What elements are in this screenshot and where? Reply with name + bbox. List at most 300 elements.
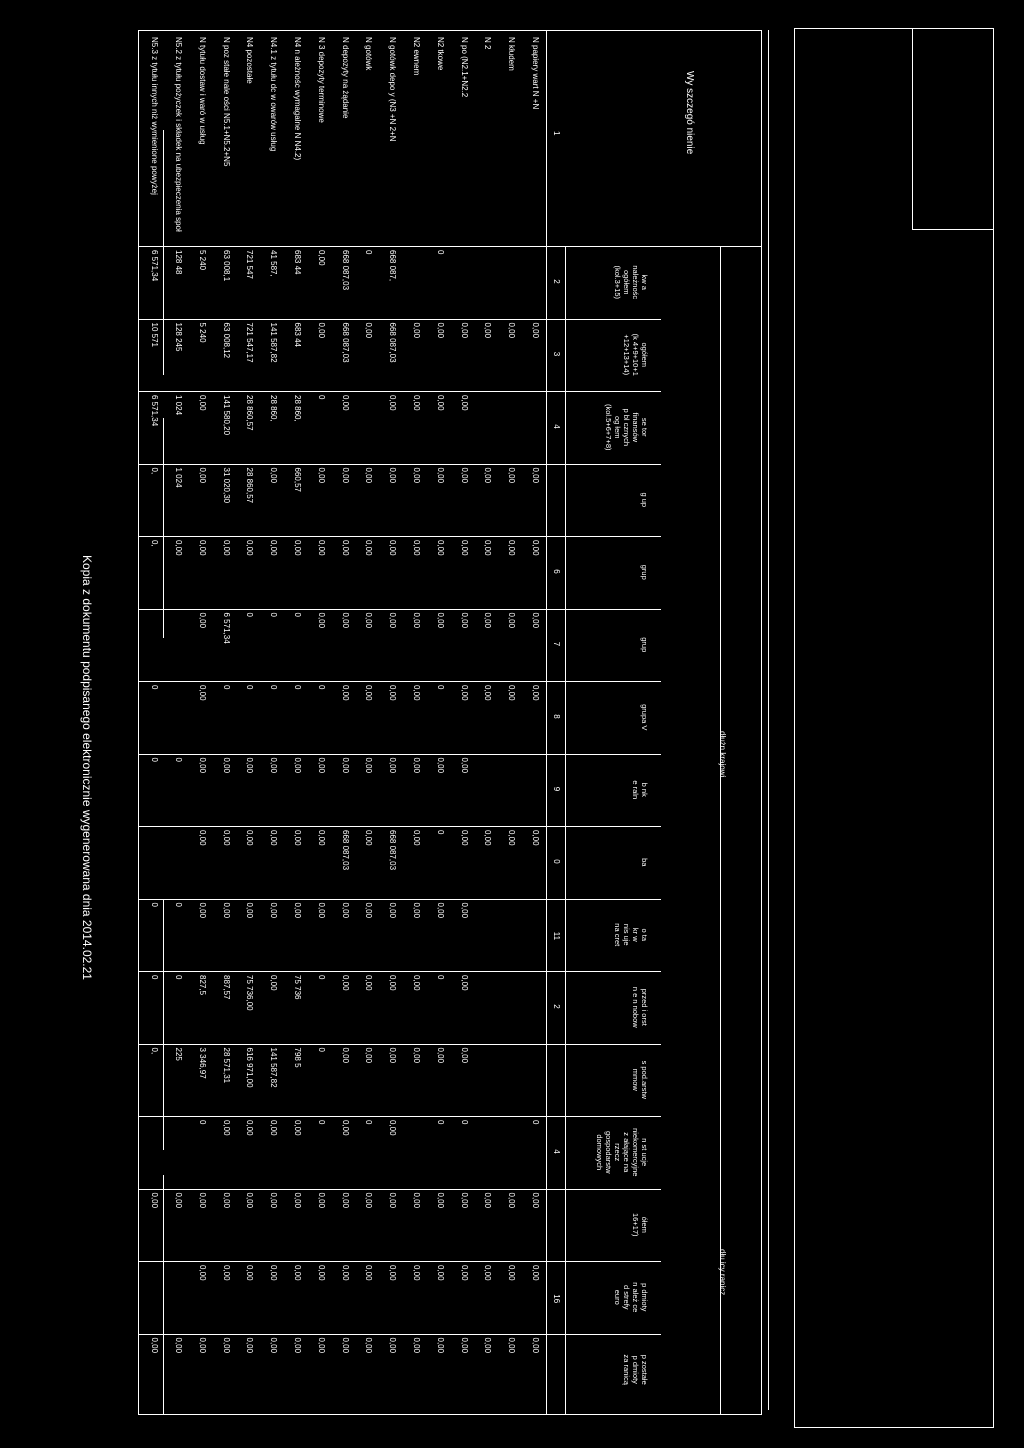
column-number: 8 [552,714,561,719]
table-cell: 0,00 [388,1120,398,1136]
table-cell: 0,00 [507,685,517,701]
column-number: 16 [552,1294,561,1304]
table-cell: 0,00 [245,757,255,774]
table-cell: 0,00 [507,467,517,484]
table-cell: 141 587,82 [269,1047,279,1088]
table-cell: 0,00 [197,902,207,919]
table-cell: 0,00 [364,612,374,629]
table-cell: 0,00 [412,467,421,484]
table-cell: 28 860,57 [245,395,255,431]
table-cell: 887,57 [221,975,231,1000]
table-cell: 0,00 [340,975,350,991]
column-header: o ta kr w nis uje na cret [613,923,649,947]
table-cell: 0,00 [316,1337,326,1354]
table-cell: 0,00 [388,1265,398,1281]
table-cell: 75 736,00 [245,975,255,1011]
table-cell: 0,00 [507,322,517,339]
table-cell: 0,00 [197,685,207,701]
separator-line [768,30,769,1410]
column-header: s pod.arstw mmow [631,1060,649,1099]
column-number: 4 [552,424,561,429]
table-cell: 0,00 [221,540,231,556]
table-cell: 0,00 [507,1192,517,1209]
dash-line [163,900,164,1150]
table-cell: 0,00 [269,1337,279,1354]
column-number: 1 [552,131,561,136]
table-cell: 0,00 [197,612,207,629]
table-cell: 0,00 [221,902,231,919]
table-cell: 0 [174,975,183,980]
table-cell: 0,00 [388,975,398,991]
table-cell: 0 [316,1120,326,1125]
table-cell: 0,00 [316,250,326,266]
table-cell: 0,00 [221,1265,231,1281]
table-cell: 0,00 [507,540,517,556]
table-cell: 616 971,00 [245,1047,255,1088]
table-cell: 5 240 [197,250,207,271]
table-cell: 0 [435,830,445,835]
table-cell: 128 245 [174,322,183,352]
table-cell: 0,00 [483,467,493,484]
table-cell: 0,00 [412,1337,421,1354]
table-cell: 0,00 [340,1047,350,1064]
column-number: 6 [552,569,561,574]
colnum-divider [565,246,566,1414]
table-cell: 0,00 [412,975,421,991]
row-label: N2 ewnem [412,37,421,76]
table-cell: 0,00 [412,685,421,701]
table-cell: 0,00 [150,1337,160,1354]
table-cell: 0,00 [388,540,398,556]
table-cell: 0,00 [435,612,445,629]
table-cell: 0,00 [459,1337,469,1354]
row-label: N 3 depozyty terminowe [316,37,326,123]
table-cell: 0,00 [245,830,255,846]
table-cell: 6 571,34 [221,612,231,644]
table-cell: 660,57 [293,467,302,492]
dash-line [163,130,164,375]
table-cell: 0,00 [245,1192,255,1209]
table-cell: 0,00 [221,1120,231,1136]
table-cell: 0,00 [531,467,540,484]
table-cell: 0,00 [364,540,374,556]
table-cell: 141 580,20 [221,395,231,436]
table-cell: 721 547,17 [245,322,255,363]
table-cell: 668 087,03 [340,322,350,363]
table-cell: 0,00 [507,1265,517,1281]
table-cell: 0,00 [364,1192,374,1209]
table-cell: 0,00 [364,1265,374,1281]
table-cell: 63 008,12 [221,322,231,359]
table-cell: 0,00 [316,757,326,774]
table-cell: 0,00 [412,612,421,629]
table-cell: 0,00 [340,1337,350,1354]
table-cell: 0 [174,757,183,762]
table-cell: 28 860, [269,395,279,422]
table-cell: 0,00 [269,902,279,919]
table-cell: 0,00 [412,757,421,774]
table-cell: 0,00 [483,612,493,629]
table-cell: 10 571 [150,322,160,347]
row-label: N 2 [483,37,493,50]
row-label: N4.1 z tytułu dc w owarów usług [269,37,279,152]
table-cell: 0,00 [412,902,421,919]
table-cell: 0,00 [293,902,302,919]
table-cell: 0,00 [459,830,469,846]
table-cell: 0 [316,685,326,690]
table-row [408,31,424,1414]
table-cell: 0 [316,975,326,980]
table-cell: 0,00 [293,1120,302,1136]
table-cell: 3 346,97 [197,1047,207,1079]
table-row [384,31,400,1414]
row-label: N5.2 z tytułu pożyczek i składek na ubezpieczenia społ [174,37,183,232]
table-cell: 0,00 [340,540,350,556]
table-cell: 0,00 [412,830,421,846]
row-label: N poz stałe nale ości N5.1+N5.2+N5 [221,37,231,167]
table-cell: 0,00 [412,322,421,339]
table-cell: 41 587, [269,250,279,277]
table-cell: 0,00 [340,1120,350,1136]
dash-line [163,418,164,638]
table-cell: 0 [269,612,279,617]
table-cell: 0,00 [221,1192,231,1209]
group-label-domestic: dłużn krajowi [718,731,727,778]
table-cell: 0,00 [221,1337,231,1354]
table-cell: 0,00 [435,902,445,919]
table-cell: 0,00 [531,540,540,556]
table-cell: 0,00 [197,467,207,484]
table-cell: 0,00 [531,1265,540,1281]
table-cell: 0,00 [293,1337,302,1354]
table-cell: 0,00 [483,830,493,846]
table-cell: 0,00 [245,1337,255,1354]
row-label: N tytułu dostaw i waró w usług [197,37,207,145]
table-cell: 0,00 [435,1337,445,1354]
table-cell: 0 [150,902,160,907]
column-header: p zostałe p dmioty za ranicą [622,1354,649,1385]
table-cell: 0,00 [364,322,374,339]
column-header: kw a należnośc ogółem (kol.3+15) [613,265,649,300]
table-cell: 0 [435,685,445,690]
row-label: N depozyty na żądanie [340,37,350,119]
table-cell: 668 087,03 [388,322,398,363]
table-cell: 0,00 [531,1192,540,1209]
table-cell: 0,00 [412,1265,421,1281]
dash-line [163,1175,164,1415]
table-cell: 0 [316,395,326,400]
table-cell: 0,00 [197,1337,207,1354]
table-row [241,31,257,1414]
table-cell: 0,00 [459,902,469,919]
table-cell: 0 [245,612,255,617]
column-number: 7 [552,641,561,647]
table-cell: 6 571,34 [150,250,160,282]
table-cell: 0,00 [293,1265,302,1281]
table-cell: 0,00 [245,1120,255,1136]
table-row [456,31,472,1414]
table-cell: 0,00 [531,685,540,701]
table-cell: 0,00 [388,1337,398,1354]
top-frame-box [912,29,993,230]
table-cell: 0,00 [293,757,302,774]
table-cell: 0,00 [364,1047,374,1064]
table-cell: 0,00 [388,902,398,919]
row-label: N4 pozostałe [245,37,255,84]
table-cell: 31 020,30 [221,467,231,504]
table-cell: 0,00 [483,322,493,339]
table-cell: 0,00 [174,1192,183,1209]
table-row [218,31,234,1414]
column-header: ogółem (k 4+9+10+1 +12+13+14) [622,333,649,376]
column-header: grupa V [640,704,649,731]
column-header: p dmioty n ależ ce d strefy euro [613,1282,649,1313]
table-cell: 0,00 [483,685,493,701]
table-cell: 225 [174,1047,183,1061]
table-cell: 0,00 [197,395,207,411]
column-header: grup [640,564,649,580]
table-cell: 0,00 [483,540,493,556]
table-cell: 0,00 [531,612,540,629]
table-cell: 0,00 [316,1192,326,1209]
row-label: N kłudem [507,37,517,71]
table-cell: 0,00 [197,757,207,774]
table-cell: 0,00 [412,1192,421,1209]
table-row [432,31,448,1414]
table-cell: 0,00 [435,322,445,339]
row-label: N papiery wart N +N [531,37,540,110]
table-cell: 0,00 [269,1192,279,1209]
table-cell: 0 [150,975,160,980]
row-label: N2 tkowe [435,37,445,71]
table-row [289,31,305,1414]
table-cell: 0,00 [435,1192,445,1209]
table-cell: 0,00 [388,395,398,411]
table-cell: 0,00 [531,830,540,846]
column-header: g up [640,492,649,508]
table-cell: 0,00 [388,467,398,484]
table-cell: 668 087,03 [340,830,350,871]
table-cell: 0,00 [316,540,326,556]
table-cell: 0 [269,685,279,690]
table-cell: 798 5 [293,1047,302,1068]
table-row [170,31,186,1414]
column-number: 9 [552,786,561,792]
column-header: ółem 16+17) [631,1212,649,1237]
table-cell: 668 087,03 [340,250,350,291]
table-cell: 0,00 [269,1265,279,1281]
table-cell: 0,00 [221,757,231,774]
table-cell: 5 240 [197,322,207,343]
table-cell: 0,00 [459,467,469,484]
table-cell: 0,00 [269,540,279,556]
table-cell: 0,00 [174,540,183,556]
table-cell: 0,00 [435,1047,445,1064]
table-cell: 0,00 [459,757,469,774]
table-cell: 0,00 [483,1192,493,1209]
table-cell: 0, [150,467,160,475]
table-cell: 0,00 [340,757,350,774]
table-cell: 0,00 [507,830,517,846]
table-cell: 0,00 [507,1337,517,1354]
table-cell: 0,00 [459,975,469,991]
table-cell: 141 587,82 [269,322,279,363]
footer-note: Kopia z dokumentu podpisanego elektronicznie wygenerowana dnia 2014.02.21 [80,555,94,980]
table-cell: 0,00 [340,902,350,919]
table-cell: 0,00 [269,975,279,991]
column-header: ba [640,858,649,867]
table-cell: 0 [459,1120,469,1125]
table-cell: 0,00 [221,830,231,846]
column-header: b nk e raln [631,780,649,800]
table-cell: 1 024 [174,395,183,416]
table-cell: 0,00 [364,757,374,774]
column-number: 3 [552,351,561,357]
table-cell: 0,00 [459,1047,469,1064]
table-row [360,31,376,1414]
table-row [313,31,329,1414]
table-cell: 0,00 [459,612,469,629]
table-cell: 0,00 [340,1265,350,1281]
column-number: 2 [552,279,561,284]
table-cell: 0,00 [435,757,445,774]
table-cell: 0 [150,757,160,762]
row-label: N po (N2.1+N2.2 [459,37,469,98]
table-cell: 0,00 [364,467,374,484]
table-cell: 0,00 [435,540,445,556]
table-cell: 0 [531,1120,540,1125]
table-cell: 128 48 [174,250,183,275]
column-header: se tor finansów p bl cznych og łem (kol.5+6+7+8) [604,404,649,451]
table-cell: 0,00 [269,1120,279,1136]
table-cell: 0,00 [197,1265,207,1281]
financial-table [138,30,762,1415]
column-number: 4 [552,1149,561,1154]
table-cell: 0,00 [269,467,279,484]
table-cell: 0 [174,902,183,907]
table-cell: 75 736 [293,975,302,1000]
table-cell: 0,00 [459,1192,469,1209]
table-cell: 0 [364,250,374,255]
table-cell: 0,00 [507,612,517,629]
group-divider [720,246,721,1414]
table-cell: 0,00 [531,322,540,339]
table-cell: 0, [150,540,160,547]
table-row [503,31,519,1414]
table-cell: 0 [245,685,255,690]
row-label: N gotówk [364,37,374,71]
table-cell: 0,00 [150,1192,160,1209]
table-row [479,31,495,1414]
table-row [337,31,353,1414]
table-cell: 0,00 [388,1047,398,1064]
row-label: N4 n ależnośc wymagalne N N4.2) [293,37,302,161]
table-cell: 28 860,57 [245,467,255,504]
table-cell: 0,00 [388,1192,398,1209]
table-cell: 668 087, [388,250,398,282]
table-cell: 0,00 [412,540,421,556]
table-cell: 0 [293,612,302,617]
column-header: n st ucje niekomercyjne z ałające na rzecz gospodarstw domowych [595,1128,649,1177]
table-cell: 0,00 [364,975,374,991]
table-row [146,31,162,1414]
table-cell: 0,00 [483,1265,493,1281]
table-cell: 0 [293,685,302,690]
table-cell: 0,00 [245,540,255,556]
table-cell: 0,00 [340,467,350,484]
table-cell: 721 547 [245,250,255,279]
column-header: przed i orst n e n nobow [631,986,649,1028]
table-cell: 0,00 [364,685,374,701]
table-cell: 0,00 [174,1337,183,1354]
table-cell: 0,00 [412,395,421,411]
table-cell: 6 571,34 [150,395,160,427]
table-cell: 0,00 [316,902,326,919]
column-number: 2 [552,1004,561,1009]
table-cell: 63 008,1 [221,250,231,282]
table-cell: 0 [435,1120,445,1125]
table-cell: 0,00 [388,757,398,774]
table-cell: 0,00 [435,467,445,484]
table-cell: 0, [150,1047,160,1055]
table-cell: 0,00 [459,540,469,556]
table-cell: 0,00 [412,1047,421,1064]
table-cell: 0 [150,685,160,690]
table-cell: 0,00 [197,1192,207,1209]
group-label-foreign: dłu icy ranicz [718,1249,727,1296]
top-frame [794,28,994,1428]
table-cell: 0 [316,1047,326,1052]
table-cell: 0,00 [293,830,302,846]
table-cell: 0,00 [364,830,374,846]
table-cell: 0,00 [316,1265,326,1281]
column-number: 0 [552,859,561,864]
table-cell: 0 [435,975,445,980]
table-cell: 0,00 [364,902,374,919]
table-cell: 0,00 [269,757,279,774]
table-row [265,31,281,1414]
table-cell: 0,00 [245,902,255,919]
table-cell: 1 024 [174,467,183,488]
table-cell: 28 571,31 [221,1047,231,1084]
row-label: N5.3 z tytułu innych niż wymienione powyżej [150,37,160,195]
table-cell: 0,00 [245,1265,255,1281]
table-cell: 0,00 [340,1192,350,1209]
table-cell: 0,00 [388,612,398,629]
table-title: Wy szczegó nienie [684,71,695,155]
table-cell: 683 44 [293,322,302,347]
table-cell: 827,5 [197,975,207,996]
table-cell: 683 44 [293,250,302,275]
table-cell: 0 [221,685,231,690]
table-cell: 0,00 [483,1337,493,1354]
table-cell: 0,00 [316,830,326,846]
table-cell: 0,00 [340,395,350,411]
table-cell: 0,00 [459,395,469,411]
table-row [527,31,543,1414]
table-cell: 0 [435,250,445,255]
table-cell: 668 087,03 [388,830,398,871]
table-cell: 0,00 [316,322,326,339]
column-header: grup [640,637,649,653]
table-cell: 0,00 [316,612,326,629]
table-cell: 0,00 [435,395,445,411]
table-cell: 0,00 [531,1337,540,1354]
table-cell: 0,00 [293,1192,302,1209]
table-cell: 0,00 [340,612,350,629]
column-number: 11 [552,931,561,941]
table-cell: 0,00 [316,467,326,484]
